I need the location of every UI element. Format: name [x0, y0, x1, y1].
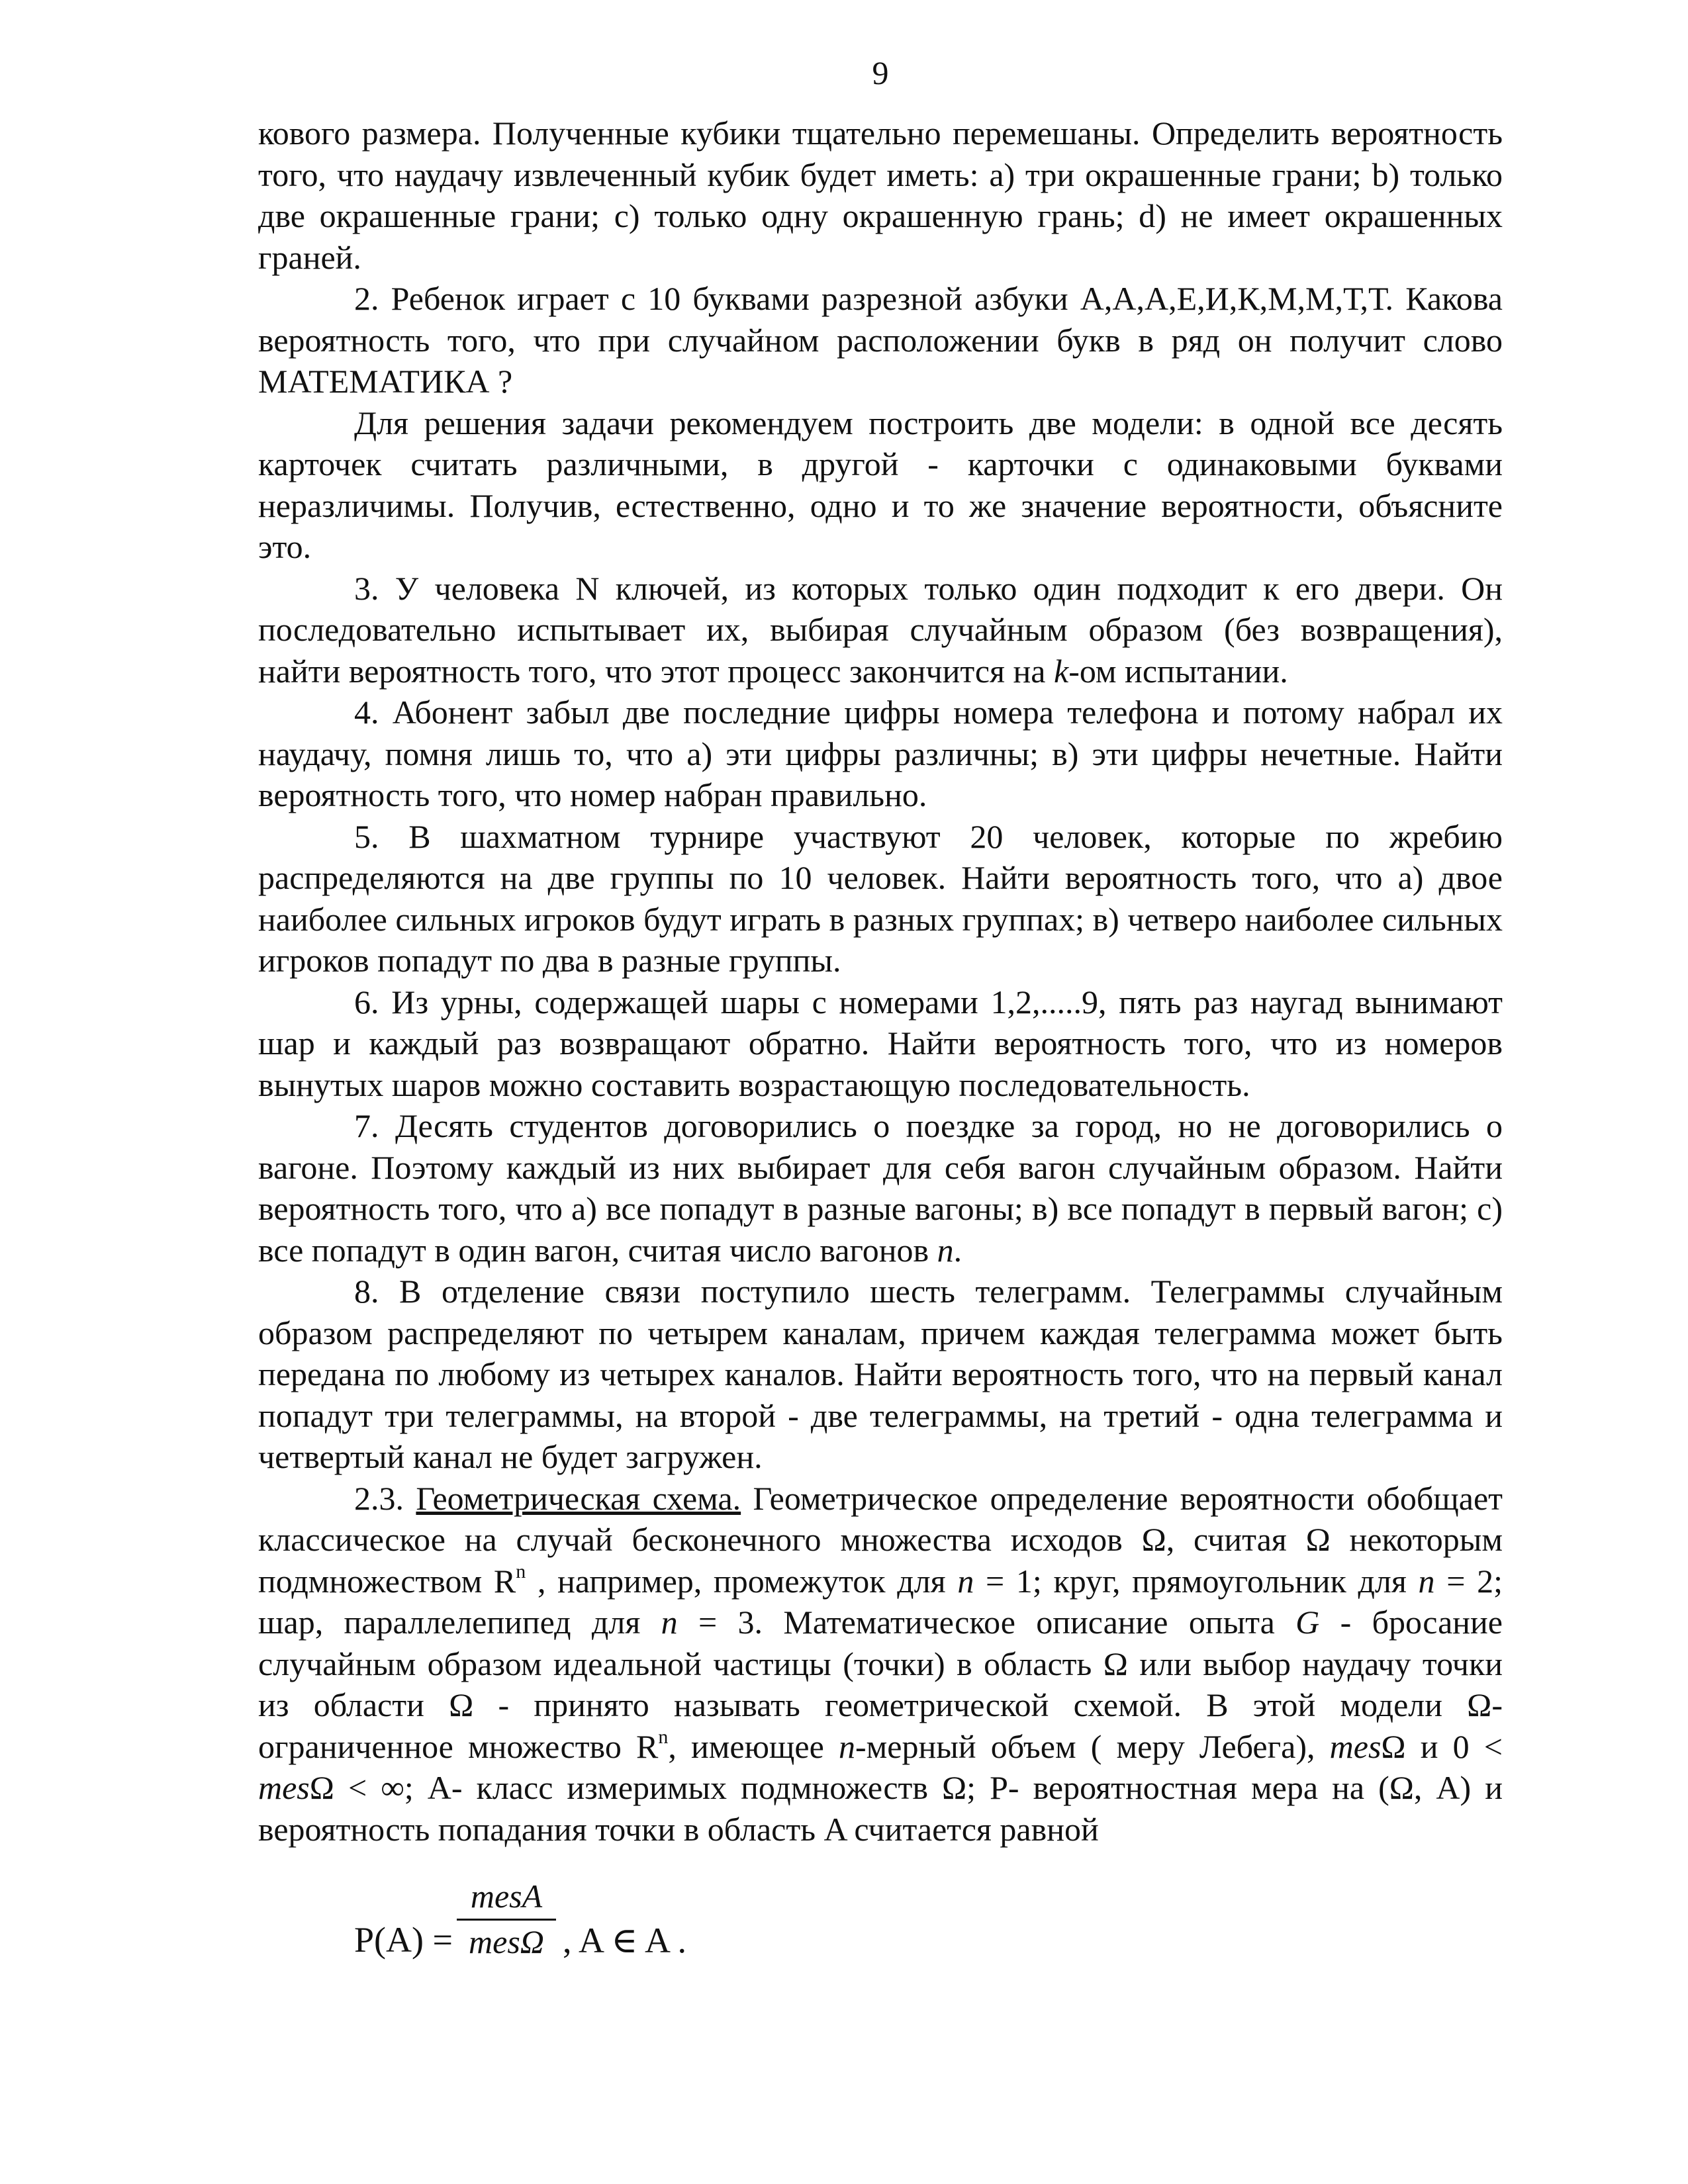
problem-3-text-b: -ом испытании. — [1068, 652, 1288, 690]
section-text: = 3. Математическое описание опыта — [677, 1604, 1296, 1641]
problem-7-var-n: n — [937, 1231, 954, 1269]
problem-3-var-k: k — [1054, 652, 1069, 690]
problem-8: 8. В отделение связи поступило шесть телеграмм. Телеграммы случайным образом распределяют по четырем каналам, причем каждая телеграмма может быть передана по любому из четырех каналов. Найти вероятность того, что на первый канал попадут три телеграммы, на второй - две телеграммы, на третий - одна телеграмма и четвертый канал не будет загружен. — [258, 1273, 1503, 1475]
document-page — [258, 46, 1503, 2009]
formula-fraction — [457, 1876, 556, 1963]
section-text: , например, промежуток для — [526, 1562, 958, 1600]
section-text: = 1; круг, прямоугольник для — [974, 1562, 1419, 1600]
var-g: G — [1295, 1604, 1320, 1641]
section-text: Геометрическое определение вероятности обобщает классическое на случай бесконечного множества исходов Ω, считая Ω некоторым подмножеством R — [258, 1479, 1503, 1600]
section-text: Ω < ∞; A- класс измеримых подмножеств Ω; P- вероятностная мера на (Ω, A) и вероятность попадания точки в область A считается равной — [258, 1769, 1503, 1848]
var-n: n — [957, 1562, 974, 1600]
section-text: -мерный объем ( меру Лебега), — [855, 1727, 1330, 1765]
problem-7-text-b: . — [953, 1231, 962, 1269]
superscript-n: n — [516, 1560, 526, 1582]
problem-7-text-a: 7. Десять студентов договорились о поездке за город, но не договорились о вагоне. Поэтому каждый из них выбирает для себя вагон случайным образом. Найти вероятность того, что а) все попадут в разные вагоны; в) все попадут в первый вагон; с) все попадут в один вагон, считая число вагонов — [258, 1107, 1503, 1269]
page-number: 9 — [872, 54, 889, 91]
formula-denominator: mesΩ — [469, 1923, 544, 1960]
var-n: n — [661, 1604, 678, 1641]
var-n: n — [838, 1727, 855, 1765]
problem-3 — [258, 568, 1503, 692]
probability-formula — [354, 1876, 1503, 2009]
problem-6: 6. Из урны, содержащей шары с номерами 1,2,.....9, пять раз наугад вынимают шар и каждый раз возвращают обратно. Найти вероятность того, что из номеров вынутых шаров можно составить возрастающую последовательность. — [258, 983, 1503, 1103]
problem-2: 2. Ребенок играет с 10 буквами разрезной азбуки А,А,А,Е,И,К,М,М,Т,Т. Какова вероятность того, что при случайном расположении букв в ряд он получит слово МАТЕМАТИКА ? — [258, 280, 1503, 400]
problem-7 — [258, 1105, 1503, 1271]
problem-5: 5. В шахматном турнире участвуют 20 человек, которые по жребию распределяются на две группы по 10 человек. Найти вероятность того, что а) двое наиболее сильных игроков будут играть в разных группах; в) четверо наиболее сильных игроков попадут по два в разные группы. — [258, 817, 1503, 979]
section-number: 2.3. — [354, 1479, 416, 1517]
section-text: - бросание случайным образом идеальной частицы (точки) в область Ω или выбор наудачу точки из области Ω - принято называть геометрической схемой. В этой модели Ω- ограниченное множество R — [258, 1604, 1503, 1765]
formula-lhs: P(A) = — [354, 1920, 453, 1960]
section-title: Геометрическая схема. — [416, 1479, 741, 1517]
paragraph-intro: кового размера. Полученные кубики тщательно перемешаны. Определить вероятность того, что наудачу извлеченный кубик будет иметь: а) три окрашенные грани; b) только две окрашенные грани; с) только одну окрашенную грань; d) не имеет окрашенных граней. — [258, 114, 1503, 276]
formula-rhs: , A ∈ A . — [563, 1921, 687, 1960]
section-text: , имеющее — [668, 1727, 839, 1765]
var-mes: mes — [258, 1769, 310, 1806]
formula-numerator: mesA — [457, 1876, 556, 1921]
var-mes: mes — [1329, 1727, 1382, 1765]
section-2-3 — [258, 1478, 1503, 1850]
superscript-n: n — [658, 1725, 669, 1748]
section-text: Ω и 0 < — [1381, 1727, 1503, 1765]
section-text: = 2; шар, параллелепипед для — [258, 1562, 1503, 1641]
problem-2-note: Для решения задачи рекомендуем построить две модели: в одной все десять карточек считать различными, в другой - карточки с одинаковыми буквами неразличимы. Получив, естественно, одно и то же значение вероятности, объясните это. — [258, 404, 1503, 565]
var-n: n — [1418, 1562, 1435, 1600]
problem-4: 4. Абонент забыл две последние цифры номера телефона и потому набрал их наудачу, помня лишь то, что а) эти цифры различны; в) эти цифры нечетные. Найти вероятность того, что номер набран правильно. — [258, 694, 1503, 813]
problem-3-text-a: 3. У человека N ключей, из которых только один подходит к его двери. Он последовательно испытывает их, выбирая случайным образом (без возвращения), найти вероятность того, что этот процесс закончится на — [258, 569, 1503, 690]
